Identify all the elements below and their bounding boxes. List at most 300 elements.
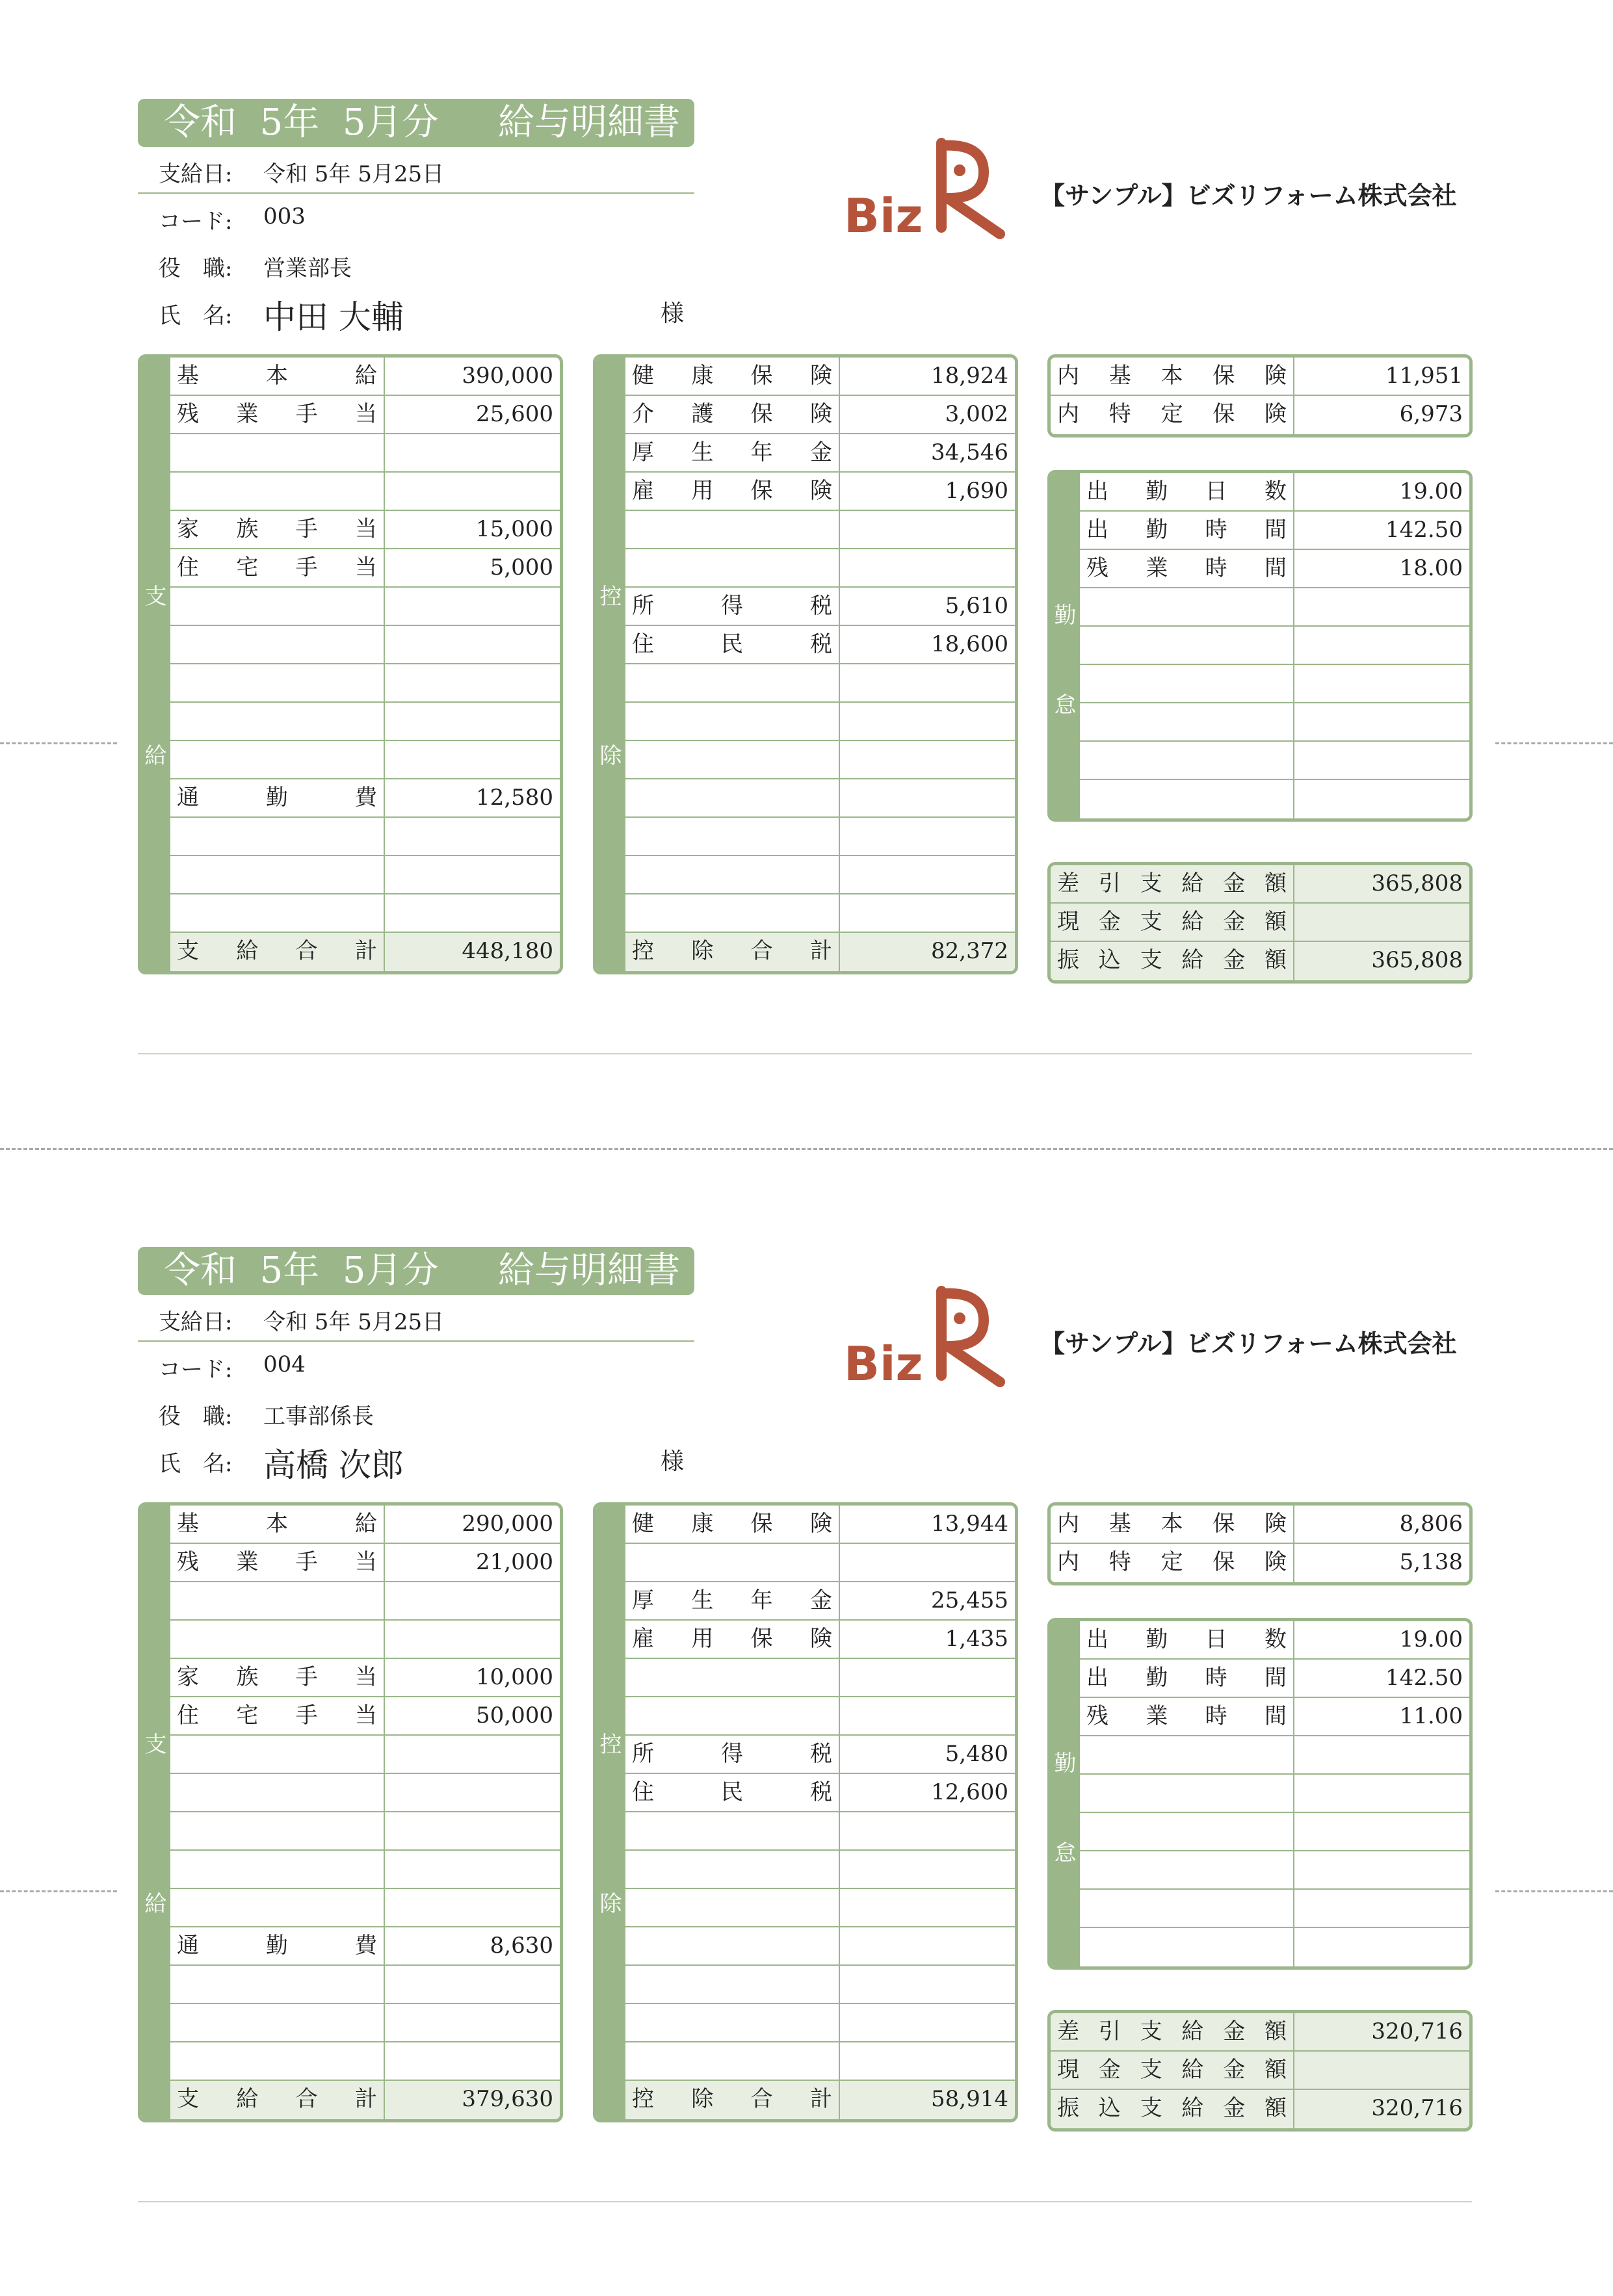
name-value: 高橋 次郎: [263, 1446, 404, 1484]
company-logo: [844, 1285, 1006, 1389]
row-label-char: 時: [1205, 1703, 1227, 1729]
table-row: [1080, 1813, 1469, 1851]
table-row: [625, 779, 1015, 818]
row-label-char: 除: [691, 938, 714, 964]
row-value: 5,480: [945, 1741, 1008, 1767]
row-label-char: 現: [1057, 2057, 1079, 2083]
slip-title: 令和 5年 5月分 給与明細書: [138, 99, 694, 147]
row-label-char: 残: [1086, 1703, 1108, 1729]
row-label: [1051, 1544, 1294, 1582]
row-label-char: 支: [177, 2086, 199, 2112]
table-row: [170, 818, 560, 856]
table-row: [170, 933, 560, 971]
row-label-char: 税: [810, 631, 832, 657]
payments-panel-side-label: 給: [144, 1891, 167, 1918]
table-row: [625, 1697, 1015, 1736]
table-row: [625, 741, 1015, 779]
row-label-char: 間: [1264, 1703, 1287, 1729]
payments-panel-side-label: 支: [144, 1731, 167, 1758]
table-row: [1080, 1698, 1469, 1736]
table-row: [1080, 1928, 1469, 1966]
row-label: [1080, 1851, 1294, 1888]
table-row: [625, 894, 1015, 933]
row-value: 19.00: [1399, 1626, 1463, 1652]
table-row: [170, 473, 560, 511]
row-label-char: 金: [1098, 909, 1121, 935]
row-label-char: 雇: [632, 478, 654, 504]
row-label-char: 計: [354, 2086, 377, 2112]
table-row: [170, 1889, 560, 1927]
row-label-char: 厚: [632, 439, 654, 465]
row-value: 390,000: [462, 363, 553, 389]
row-label: [1080, 550, 1294, 587]
row-value: 12,580: [476, 785, 553, 811]
deductions-panel-side-label: 控: [599, 583, 622, 610]
row-value: 5,610: [945, 593, 1008, 619]
row-label-char: 険: [809, 401, 832, 427]
row-label: [170, 2042, 385, 2080]
row-label-char: 出: [1086, 1665, 1108, 1691]
table-row: [170, 1812, 560, 1851]
row-label-char: 険: [1265, 1511, 1287, 1537]
table-row: [1051, 396, 1469, 434]
row-label: [170, 358, 385, 395]
row-label: [1051, 358, 1294, 395]
row-label-char: 税: [810, 1741, 832, 1767]
table-row: [170, 2081, 560, 2119]
row-label-char: 手: [295, 1664, 318, 1690]
table-row: [1051, 2090, 1469, 2128]
attendance-panel-side-label: 怠: [1054, 1840, 1077, 1867]
row-label-char: 介: [632, 401, 654, 427]
row-label-char: 給: [355, 363, 377, 389]
row-label-char: 税: [810, 1779, 832, 1805]
row-label-char: 用: [691, 1626, 714, 1652]
row-label-char: 民: [721, 1779, 743, 1805]
row-label-char: 残: [177, 401, 199, 427]
row-value: 320,716: [1371, 2018, 1463, 2044]
table-row: [170, 1506, 560, 1544]
row-label-char: 健: [632, 363, 654, 389]
row-label: [1080, 1775, 1294, 1812]
attendance-panel: [1047, 470, 1473, 822]
row-label: [170, 511, 385, 548]
row-label: [1080, 1621, 1294, 1658]
fold-mark-left-1: [0, 742, 117, 744]
row-label-char: 時: [1205, 555, 1227, 581]
row-value: 448,180: [462, 938, 553, 964]
row-label-char: 本: [1161, 363, 1183, 389]
table-row: [625, 1736, 1015, 1774]
row-label-char: 険: [809, 363, 832, 389]
table-row: [1080, 473, 1469, 512]
row-label: [625, 626, 840, 663]
row-label-char: 雇: [632, 1626, 654, 1652]
row-label: [1080, 780, 1294, 818]
row-label: [625, 396, 840, 433]
row-label: [625, 1544, 840, 1581]
company-name: 【サンプル】ビズリフォーム株式会社: [1040, 1329, 1457, 1358]
row-label: [170, 703, 385, 740]
row-label-char: 間: [1264, 1665, 1287, 1691]
slip-title: 令和 5年 5月分 給与明細書: [138, 1247, 694, 1295]
row-label-char: 給: [1181, 2057, 1204, 2083]
row-label: [170, 1544, 385, 1581]
position-label: 役 職:: [159, 255, 233, 281]
row-label-char: 当: [354, 1549, 377, 1575]
table-row: [170, 894, 560, 933]
row-label-char: 給: [236, 2086, 259, 2112]
row-label: [625, 894, 840, 932]
row-label-char: 間: [1264, 555, 1287, 581]
row-label: [1080, 665, 1294, 702]
table-row: [170, 1621, 560, 1659]
row-label-char: 時: [1205, 1665, 1227, 1691]
row-label: [625, 1812, 840, 1849]
row-value: 12,600: [931, 1779, 1008, 1805]
table-row: [625, 1889, 1015, 1927]
row-label-char: 特: [1108, 1549, 1131, 1575]
row-label: [1080, 1928, 1294, 1966]
row-label-char: 数: [1264, 478, 1287, 504]
table-row: [625, 933, 1015, 971]
row-value: 379,630: [462, 2086, 553, 2112]
row-label-char: 合: [295, 938, 318, 964]
row-label: [1051, 865, 1294, 902]
deductions-panel: [593, 354, 1018, 974]
payments-panel-grid: [170, 358, 560, 971]
row-label: [170, 588, 385, 625]
row-label: [170, 856, 385, 893]
row-label-char: 年: [750, 1587, 773, 1613]
table-row: [170, 1544, 560, 1582]
logo-text: Biz: [844, 189, 923, 243]
row-label-char: 控: [632, 938, 654, 964]
row-label-char: 合: [750, 2086, 773, 2112]
row-label-char: 勤: [266, 1933, 288, 1959]
footer-divider: [138, 1053, 1472, 1054]
row-value: 142.50: [1385, 1665, 1463, 1691]
deductions-panel-grid: [625, 358, 1015, 971]
row-label-char: 支: [1140, 947, 1162, 973]
row-label: [625, 1506, 840, 1543]
row-label-char: 給: [236, 938, 259, 964]
row-label: [170, 894, 385, 932]
insurance-panel-grid: [1051, 358, 1469, 434]
row-label: [170, 626, 385, 663]
row-label-char: 差: [1057, 870, 1079, 896]
table-row: [1080, 550, 1469, 588]
row-label-char: 険: [1265, 363, 1287, 389]
deductions-panel-side-label: 除: [599, 1891, 622, 1918]
deductions-panel-side-label: 控: [599, 1731, 622, 1758]
table-row: [625, 818, 1015, 856]
row-label-char: 保: [750, 478, 773, 504]
row-label-char: 内: [1057, 363, 1079, 389]
row-value: 13,944: [931, 1511, 1008, 1537]
table-row: [625, 1582, 1015, 1621]
row-value: 18.00: [1399, 555, 1463, 581]
company-logo: [844, 137, 1006, 241]
table-row: [170, 779, 560, 818]
table-row: [1080, 512, 1469, 550]
row-label-char: 住: [632, 631, 654, 657]
row-label-char: 額: [1264, 2095, 1287, 2121]
summary-panel-grid: [1051, 2013, 1469, 2128]
attendance-panel-side-label: 勤: [1054, 603, 1077, 629]
table-row: [625, 396, 1015, 434]
header-divider: [138, 192, 694, 194]
row-label-char: 費: [355, 1933, 377, 1959]
row-label: [1051, 396, 1294, 434]
row-label-char: 当: [354, 1702, 377, 1729]
row-label: [1051, 2052, 1294, 2089]
row-label-char: 用: [691, 478, 714, 504]
row-label: [625, 1697, 840, 1734]
row-label-char: 除: [691, 2086, 714, 2112]
row-label-char: 税: [810, 593, 832, 619]
table-row: [170, 1659, 560, 1697]
row-value: 365,808: [1371, 870, 1463, 896]
table-row: [1080, 1851, 1469, 1890]
row-label-char: 支: [1140, 870, 1162, 896]
table-row: [1051, 865, 1469, 904]
row-label-char: 手: [295, 554, 318, 581]
row-label: [625, 2004, 840, 2041]
row-label-char: 勤: [1146, 1626, 1168, 1652]
row-label: [625, 1659, 840, 1696]
row-label: [1080, 703, 1294, 740]
row-label: [625, 473, 840, 510]
row-label: [1080, 1660, 1294, 1697]
row-label-char: 金: [1223, 2057, 1246, 2083]
row-label: [170, 1506, 385, 1543]
row-value: 25,600: [476, 401, 553, 427]
table-row: [625, 434, 1015, 473]
row-label-char: 残: [177, 1549, 199, 1575]
row-label: [625, 1927, 840, 1964]
fold-mark-right-2: [1495, 1890, 1613, 1892]
summary-panel-grid: [1051, 865, 1469, 980]
row-label-char: 給: [1181, 2095, 1204, 2121]
row-label-char: 当: [354, 1664, 377, 1690]
table-row: [170, 741, 560, 779]
row-value: 8,630: [490, 1933, 553, 1959]
row-label-char: 額: [1264, 909, 1287, 935]
row-label-char: 給: [1181, 2018, 1204, 2044]
row-label: [170, 1659, 385, 1696]
position-value: 営業部長: [263, 255, 352, 281]
row-label-char: 険: [809, 478, 832, 504]
row-label-char: 基: [177, 363, 199, 389]
row-label: [1080, 742, 1294, 779]
table-row: [625, 1544, 1015, 1582]
row-label: [170, 1697, 385, 1734]
table-row: [1051, 904, 1469, 942]
row-label-char: 基: [177, 1511, 199, 1537]
row-label-char: 日: [1205, 478, 1227, 504]
table-row: [170, 1966, 560, 2004]
deductions-panel: [593, 1502, 1018, 2122]
row-label: [625, 741, 840, 778]
table-row: [170, 1582, 560, 1621]
row-label: [170, 396, 385, 433]
row-label-char: 金: [809, 439, 832, 465]
name-value: 中田 大輔: [263, 298, 404, 336]
position-value: 工事部係長: [263, 1403, 374, 1429]
row-label-char: 保: [1213, 401, 1235, 427]
row-label: [625, 1889, 840, 1926]
row-label-char: 額: [1264, 947, 1287, 973]
table-row: [170, 511, 560, 549]
insurance-panel: [1047, 354, 1473, 437]
table-row: [170, 856, 560, 894]
row-label: [625, 511, 840, 548]
row-label-char: 手: [295, 401, 318, 427]
table-row: [1080, 588, 1469, 627]
row-label-char: 額: [1264, 870, 1287, 896]
row-label-char: 勤: [1146, 1665, 1168, 1691]
table-row: [1080, 1660, 1469, 1698]
row-label: [170, 1966, 385, 2003]
row-label: [1051, 2090, 1294, 2128]
row-value: 5,138: [1399, 1549, 1463, 1575]
row-label-char: 業: [236, 1549, 259, 1575]
code-value: 003: [263, 203, 306, 229]
row-label-char: 険: [809, 1511, 832, 1537]
row-label-char: 内: [1057, 401, 1079, 427]
row-value: 290,000: [462, 1511, 553, 1537]
name-label: 氏 名:: [159, 1451, 233, 1477]
row-label: [170, 741, 385, 778]
table-row: [170, 1851, 560, 1889]
pay-date-value: 令和 5年 5月25日: [263, 161, 445, 187]
table-row: [1080, 1736, 1469, 1775]
row-label: [625, 1736, 840, 1773]
row-label-char: 通: [177, 1933, 199, 1959]
row-label: [625, 818, 840, 855]
row-label-char: 所: [632, 593, 654, 619]
row-value: 3,002: [945, 401, 1008, 427]
row-label-char: 得: [721, 1741, 743, 1767]
table-row: [1080, 742, 1469, 780]
table-row: [625, 2042, 1015, 2081]
table-row: [625, 1774, 1015, 1812]
row-value: 10,000: [476, 1664, 553, 1690]
table-row: [170, 549, 560, 588]
row-label-char: 内: [1057, 1549, 1079, 1575]
row-label: [625, 549, 840, 586]
row-label-char: 保: [1213, 1549, 1235, 1575]
row-label-char: 業: [1146, 555, 1168, 581]
row-label-char: 保: [750, 401, 773, 427]
row-label-char: 業: [236, 401, 259, 427]
row-label-char: 金: [1223, 870, 1246, 896]
row-label-char: 引: [1098, 870, 1121, 896]
row-value: 18,600: [931, 631, 1008, 657]
row-label-char: 出: [1086, 478, 1108, 504]
row-label: [170, 1582, 385, 1619]
row-label-char: 数: [1264, 1626, 1287, 1652]
row-label: [170, 1736, 385, 1773]
payments-panel-grid: [170, 1506, 560, 2119]
row-label: [170, 1889, 385, 1926]
row-label-char: 引: [1098, 2018, 1121, 2044]
row-label: [1051, 942, 1294, 980]
row-value: 58,914: [931, 2086, 1008, 2112]
row-label-char: 本: [1161, 1511, 1183, 1537]
row-label-char: 宅: [236, 554, 259, 581]
row-label-char: 族: [236, 1664, 259, 1690]
row-label-char: 手: [295, 516, 318, 542]
company-name: 【サンプル】ビズリフォーム株式会社: [1040, 181, 1457, 210]
row-label-char: 住: [632, 1779, 654, 1805]
table-row: [625, 664, 1015, 703]
payments-panel-side-label: 給: [144, 743, 167, 770]
table-row: [625, 588, 1015, 626]
code-value: 004: [263, 1351, 306, 1377]
payments-panel-side-strip: [141, 1506, 170, 2119]
row-label: [625, 434, 840, 471]
row-label: [625, 2081, 840, 2119]
row-label-char: 住: [177, 554, 199, 581]
header-divider: [138, 1340, 694, 1342]
row-label-char: 手: [295, 1549, 318, 1575]
row-label: [625, 358, 840, 395]
row-label-char: 金: [1223, 2095, 1246, 2121]
row-label-char: 振: [1057, 2095, 1079, 2121]
row-label-char: 特: [1108, 401, 1131, 427]
row-label: [170, 933, 385, 971]
position-label: 役 職:: [159, 1403, 233, 1429]
row-label-char: 給: [1181, 909, 1204, 935]
row-label-char: 健: [632, 1511, 654, 1537]
row-label-char: 康: [691, 363, 714, 389]
pay-date-value: 令和 5年 5月25日: [263, 1309, 445, 1335]
row-label-char: 金: [1098, 2057, 1121, 2083]
row-label: [625, 779, 840, 816]
row-label-char: 基: [1108, 1511, 1131, 1537]
row-label-char: 当: [354, 554, 377, 581]
row-label-char: 生: [691, 439, 714, 465]
row-label: [170, 2081, 385, 2119]
row-label: [625, 933, 840, 971]
row-value: 50,000: [476, 1702, 553, 1729]
row-label-char: 保: [750, 363, 773, 389]
table-row: [625, 358, 1015, 396]
table-row: [625, 473, 1015, 511]
table-row: [1080, 780, 1469, 818]
name-label: 氏 名:: [159, 303, 233, 329]
row-label-char: 生: [691, 1587, 714, 1613]
table-row: [625, 1851, 1015, 1889]
row-value: 142.50: [1385, 517, 1463, 543]
row-label: [625, 1774, 840, 1811]
row-label-char: 勤: [1146, 478, 1168, 504]
row-label-char: 所: [632, 1741, 654, 1767]
table-row: [170, 1697, 560, 1736]
row-label-char: 宅: [236, 1702, 259, 1729]
row-label: [1080, 473, 1294, 510]
footer-divider: [138, 2201, 1472, 2202]
row-label-char: 現: [1057, 909, 1079, 935]
row-label-char: 険: [809, 1626, 832, 1652]
row-label: [625, 1851, 840, 1888]
row-label-char: 手: [295, 1702, 318, 1729]
row-label-char: 計: [809, 938, 832, 964]
row-label-char: 護: [691, 401, 714, 427]
table-row: [1051, 2013, 1469, 2052]
